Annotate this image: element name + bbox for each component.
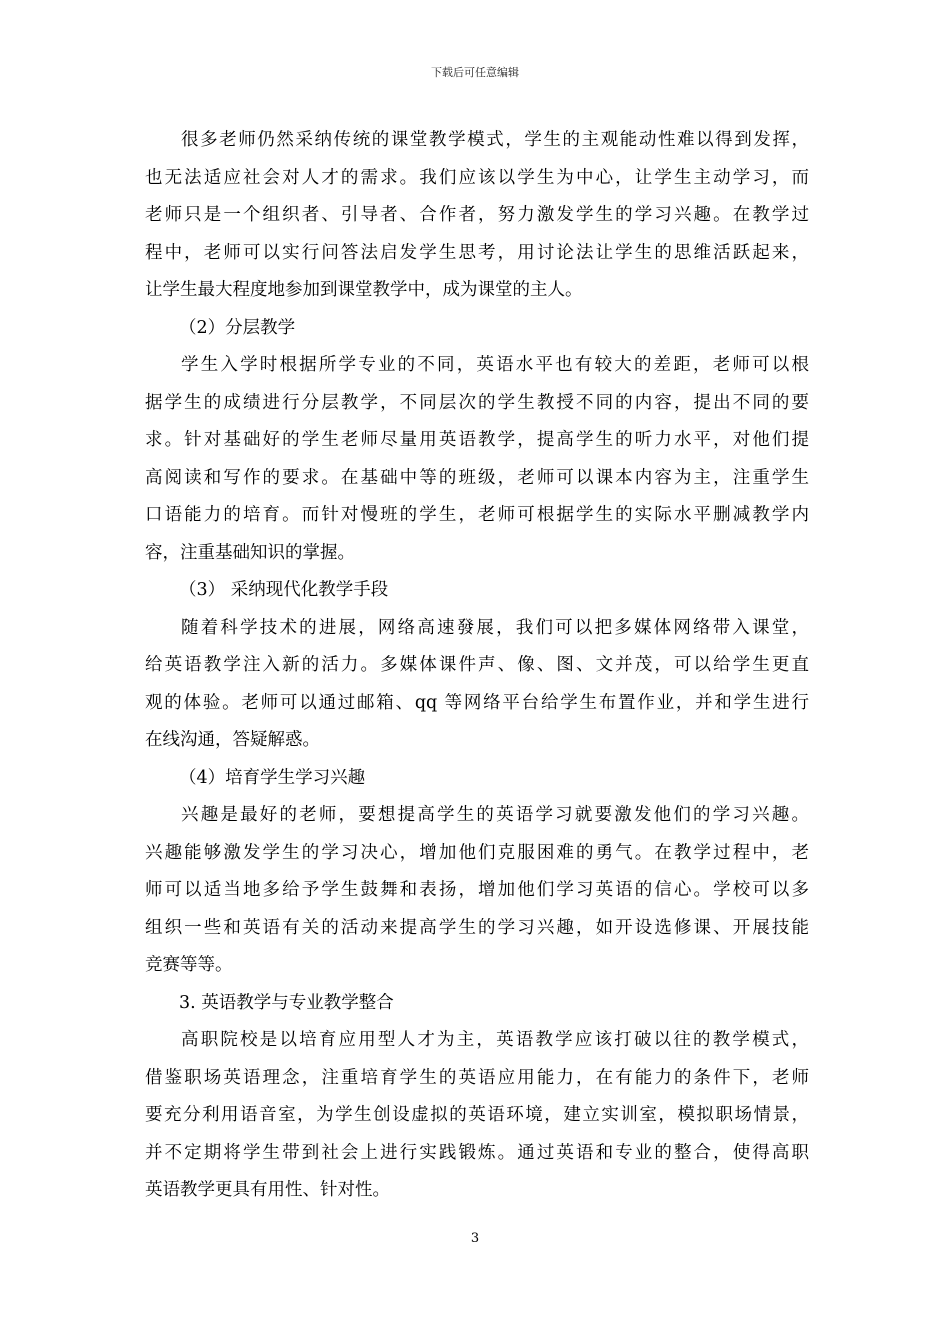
body-line: 并不定期将学生带到社会上进行实践锻炼。通过英语和专业的整合，使得高职 [145, 1142, 809, 1163]
body-line: 求。针对基础好的学生老师尽量用英语教学，提高学生的听力水平，对他们提 [145, 430, 809, 450]
body-line: 组织一些和英语有关的活动来提高学生的学习兴趣，如开设选修课、开展技能 [145, 917, 809, 938]
section-heading: （2）分层教学 [179, 317, 296, 338]
document-body [145, 122, 809, 1210]
body-line: 给英语教学注入新的活力。多媒体课件声、像、图、文并茂，可以给学生更直 [145, 655, 809, 675]
body-line: 随着科学技术的进展，网络高速發展，我们可以把多媒体网络带入课堂， [181, 617, 809, 638]
body-line: 学生入学时根据所学专业的不同，英语水平也有较大的差距，老师可以根 [181, 355, 809, 375]
body-line: 高阅读和写作的要求。在基础中等的班级，老师可以课本内容为主，注重学生 [145, 467, 809, 488]
section-heading: （4）培育学生学习兴趣 [179, 767, 366, 788]
body-line: 老师只是一个组织者、引导者、合作者，努力激发学生的学习兴趣。在教学过 [145, 205, 809, 225]
body-line: 也无法适应社会对人才的需求。我们应该以学生为中心，让学生主动学习，而 [145, 167, 809, 188]
body-line: 兴趣能够激发学生的学习决心，增加他们克服困难的勇气。在教学过程中，老 [145, 842, 809, 863]
section-heading: （3） 采纳现代化教学手段 [179, 580, 389, 600]
body-line: 程中，老师可以实行问答法启发学生思考，用讨论法让学生的思维活跃起来， [145, 242, 809, 263]
body-line: 要充分利用语音室，为学生创设虚拟的英语环境，建立实训室，模拟职场情景， [145, 1105, 809, 1125]
body-line: 借鉴职场英语理念，注重培育学生的英语应用能力，在有能力的条件下，老师 [145, 1067, 809, 1088]
body-line: 口语能力的培育。而针对慢班的学生，老师可根据学生的实际水平删减教学内 [145, 505, 809, 525]
body-line: 竞赛等等。 [145, 955, 233, 975]
body-line: 师可以适当地多给予学生鼓舞和表扬，增加他们学习英语的信心。学校可以多 [145, 880, 809, 900]
section-heading: 3. 英语教学与专业教学整合 [179, 992, 394, 1013]
page-header: 下载后可任意编辑 [431, 66, 519, 79]
body-line: 很多老师仍然采纳传统的课堂教学模式，学生的主观能动性难以得到发挥， [181, 130, 809, 150]
body-line: 高职院校是以培育应用型人才为主，英语教学应该打破以往的教学模式， [181, 1030, 809, 1050]
body-line: 据学生的成绩进行分层教学，不同层次的学生教授不同的内容，提出不同的要 [145, 392, 809, 413]
body-line: 英语教学更具有用性、针对性。 [145, 1180, 390, 1200]
page-number: 3 [470, 1231, 480, 1246]
body-line: 观的体验。老师可以通过邮箱、qq 等网络平台给学生布置作业，并和学生进行 [145, 692, 809, 713]
body-line: 让学生最大程度地参加到课堂教学中，成为课堂的主人。 [145, 280, 583, 300]
body-line: 兴趣是最好的老师，要想提高学生的英语学习就要激发他们的学习兴趣。 [181, 805, 809, 825]
body-line: 容，注重基础知识的掌握。 [145, 542, 355, 563]
body-line: 在线沟通，答疑解惑。 [145, 730, 320, 750]
